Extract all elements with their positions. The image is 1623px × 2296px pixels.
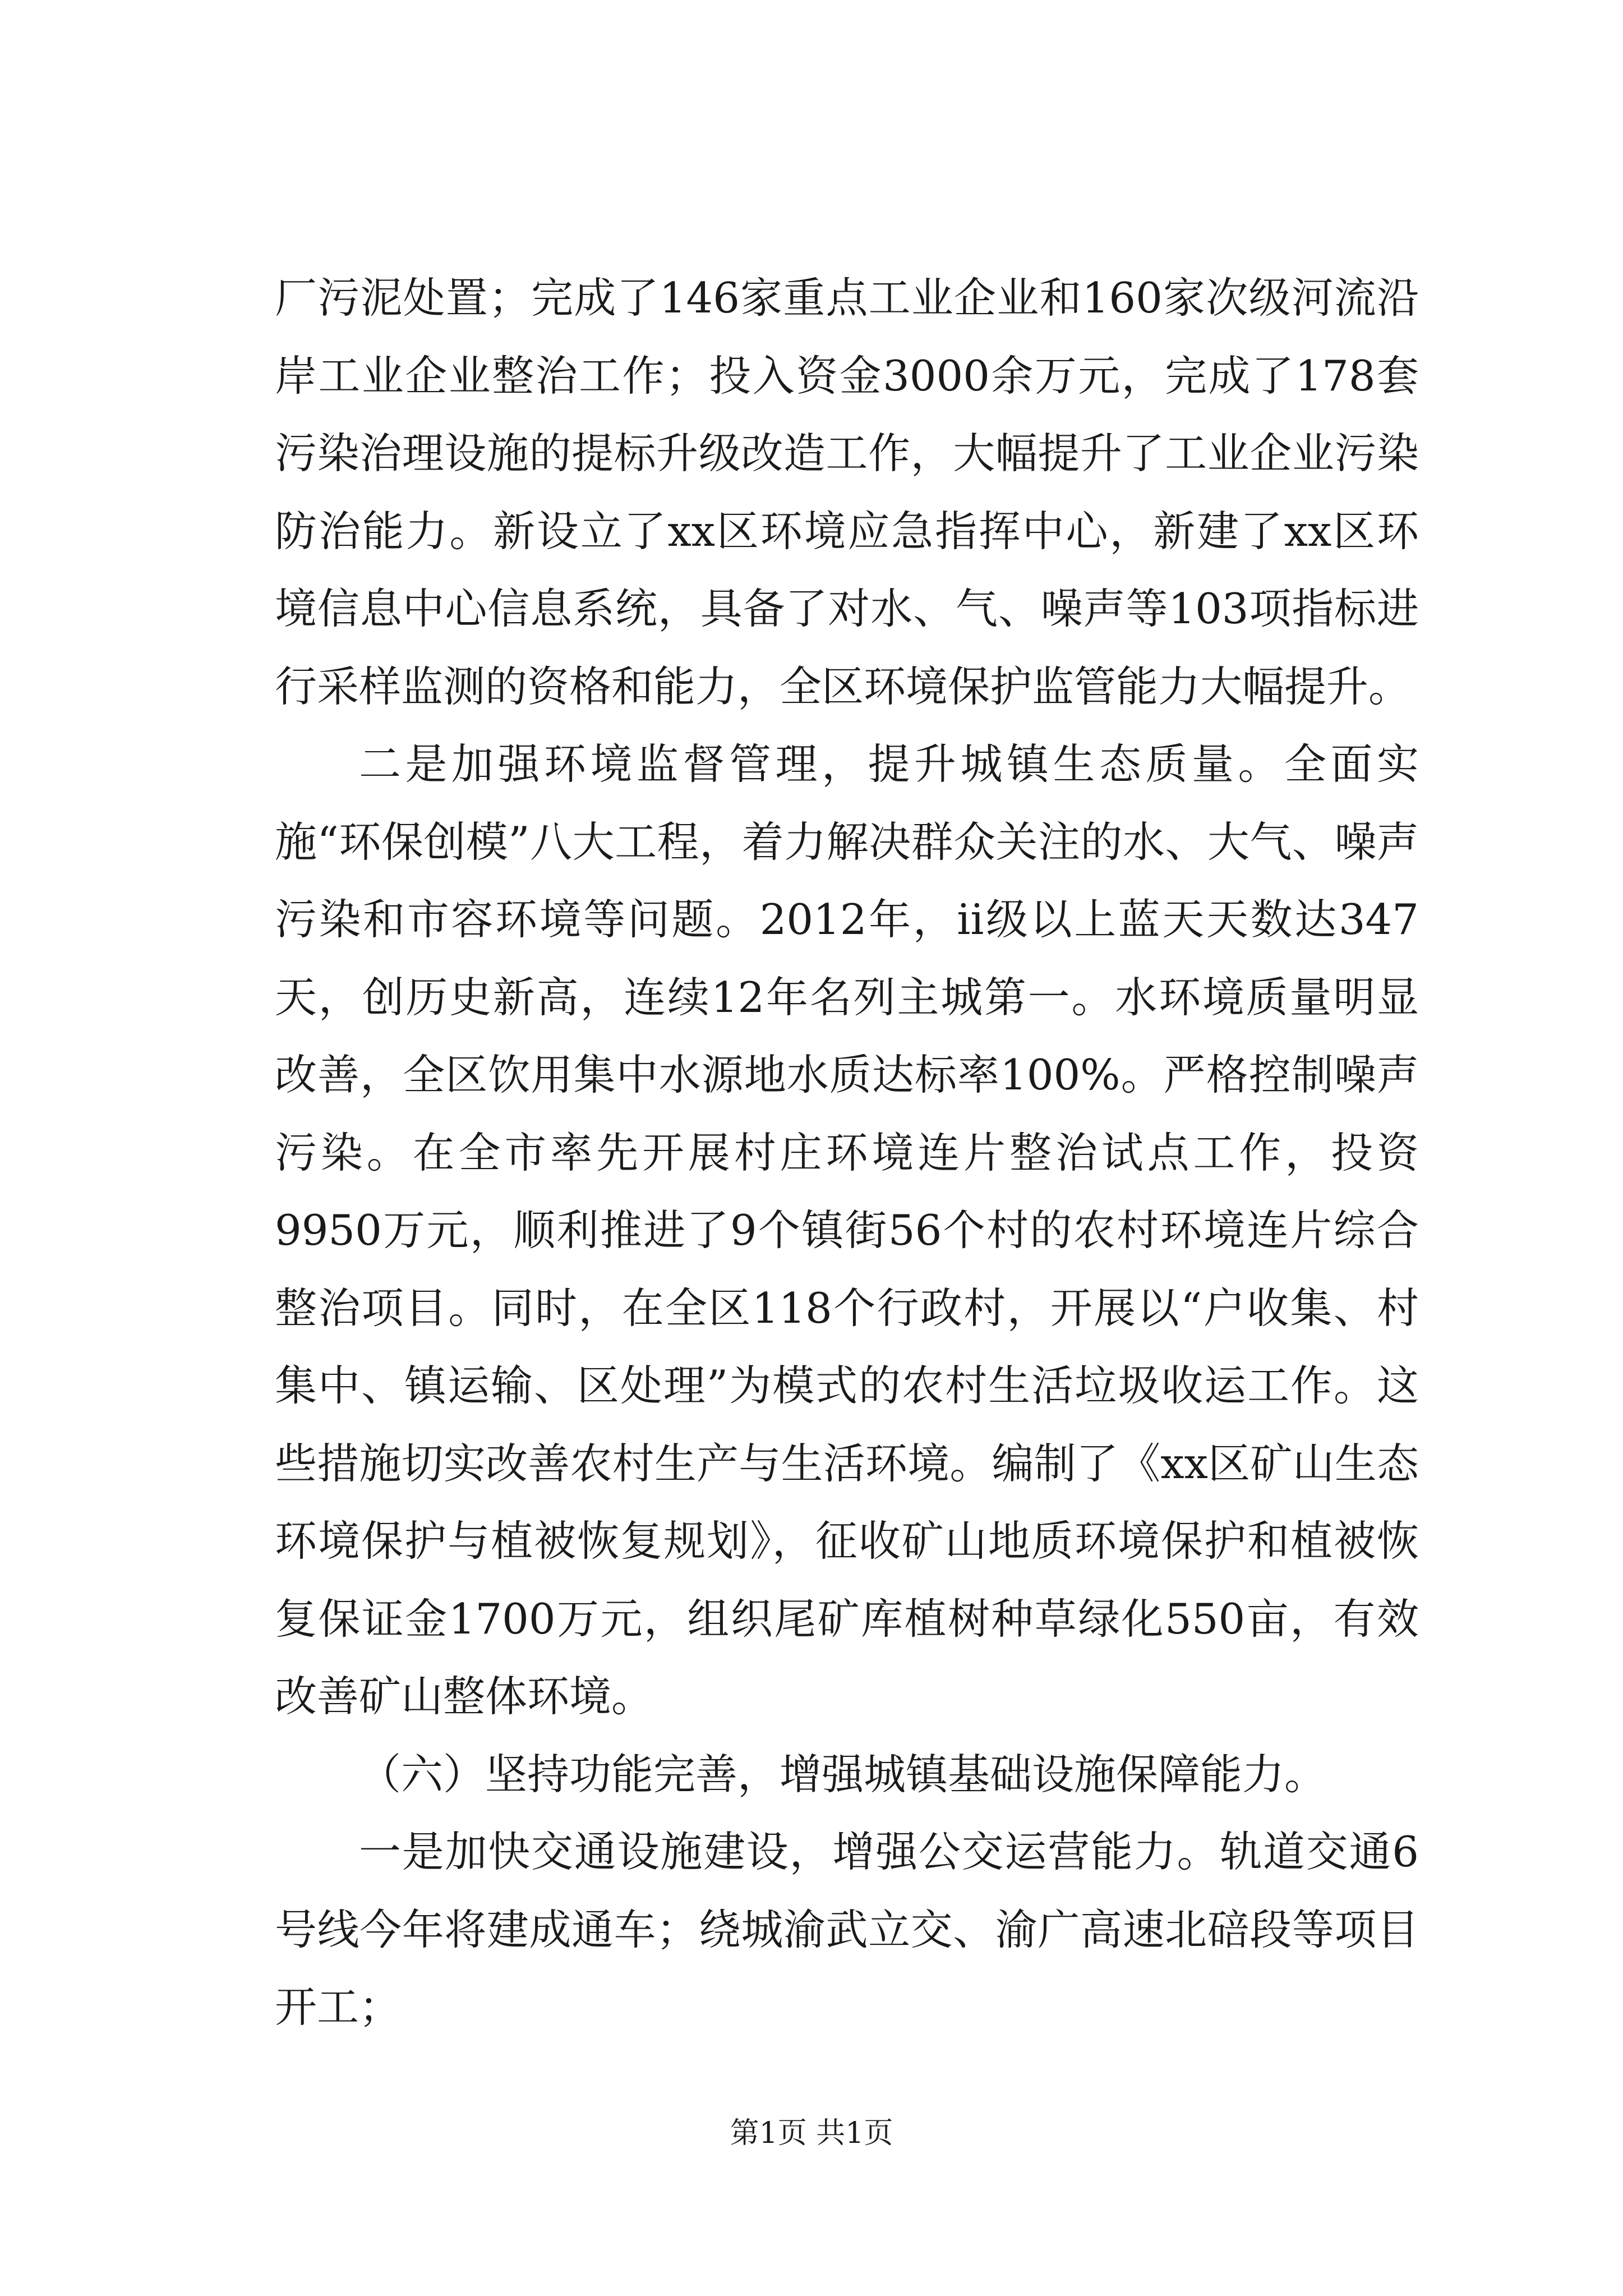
paragraph-environment-supervision: 二是加强环境监督管理，提升城镇生态质量。全面实施“环保创模”八大工程，着力解决群众关注的水、大气、噪声污染和市容环境等问题。2012年，ii级以上蓝天天数达347天，创历史新高，连续12年名列主城第一。水环境质量明显改善，全区饮用集中水源地水质达标率100%。严格控制噪声污染。在全市率先开展村庄环境连片整治试点工作，投资9950万元，顺利推进了9个镇街56个村的农村环境连片综合整治项目。同时，在全区118个行政村，开展以“户收集、村集中、镇运输、区处理”为模式的农村生活垃圾收运工作。这些措施切实改善农村生产与生活环境。编制了《xx区矿山生态环境保护与植被恢复规划》，征收矿山地质环境保护和植被恢复保证金1700万元，组织尾矿库植树种草绿化550亩，有效改善矿山整体环境。	[275, 739, 1419, 1721]
paragraph-transport-construction: 一是加快交通设施建设，增强公交运营能力。轨道交通6号线今年将建成通车；绕城渝武立交、渝广高速北碚段等项目开工；	[275, 1827, 1419, 2032]
paragraph-environment-remediation: 厂污泥处置；完成了146家重点工业企业和160家次级河流沿岸工业企业整治工作；投入资金3000余万元，完成了178套污染治理设施的提标升级改造工作，大幅提升了工业企业污染防治能力。新设立了xx区环境应急指挥中心，新建了xx区环境信息中心信息系统，具备了对水、气、噪声等103项指标进行采样监测的资格和能力，全区环境保护监管能力大幅提升。	[275, 273, 1419, 711]
page-footer	[0, 2114, 1623, 2153]
section-heading-infrastructure: （六）坚持功能完善，增强城镇基础设施保障能力。	[359, 1749, 1327, 1799]
page-number-label: 第1页 共1页	[730, 2116, 893, 2150]
document-body	[275, 259, 1419, 2046]
